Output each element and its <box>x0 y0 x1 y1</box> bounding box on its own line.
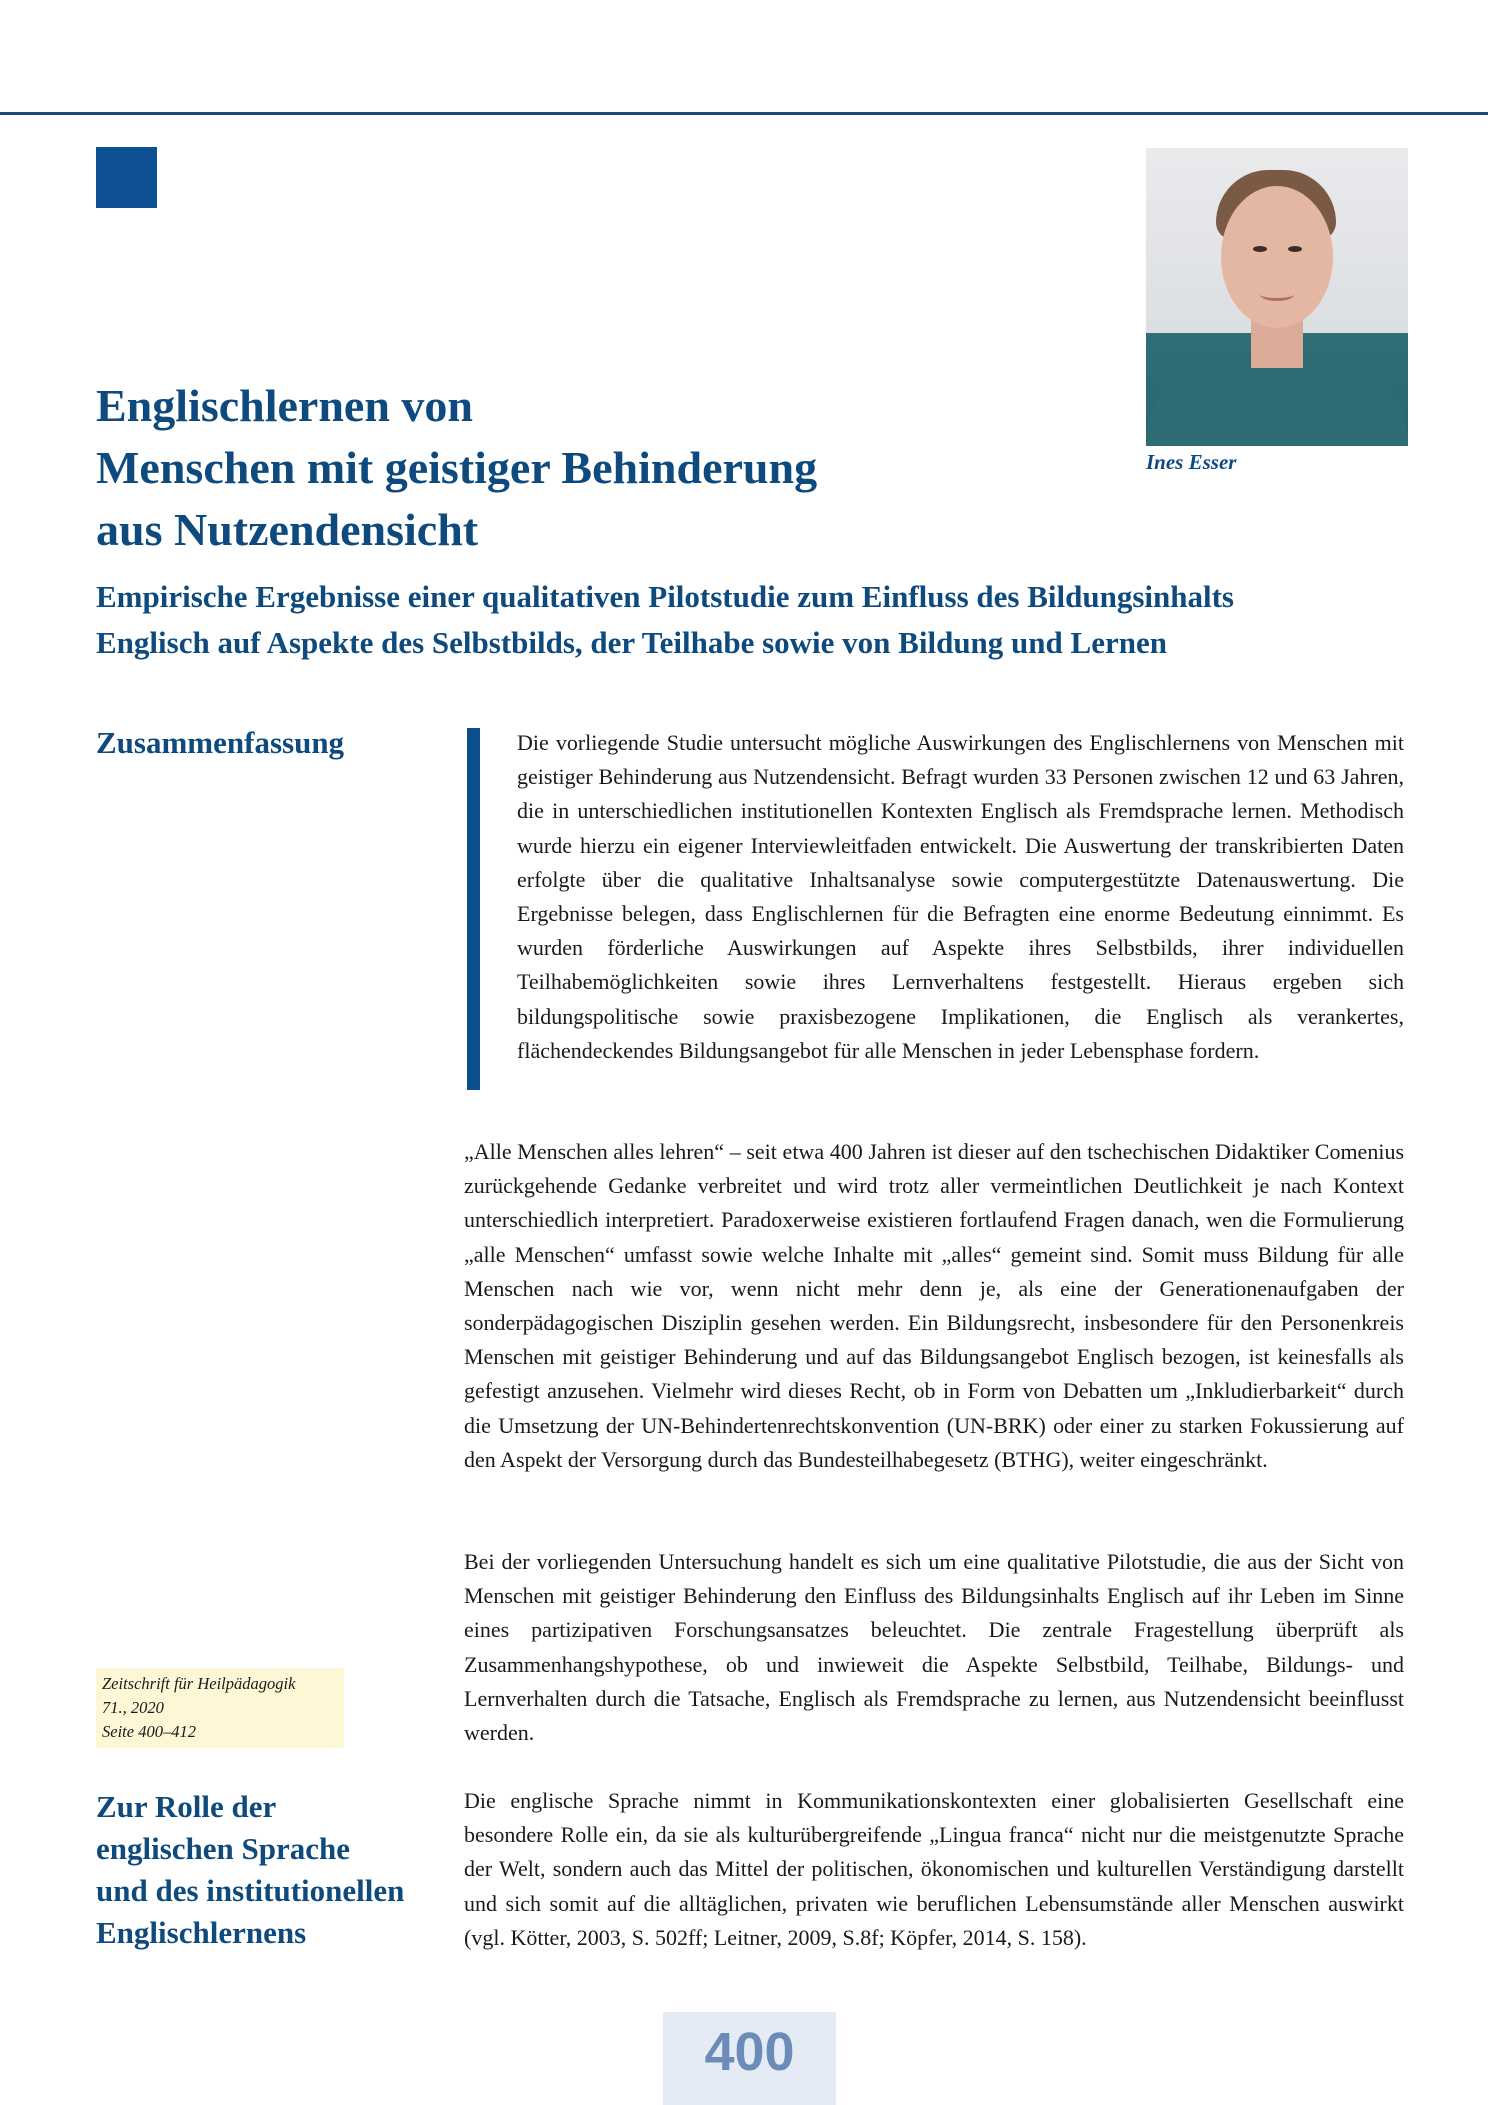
author-name: Ines Esser <box>1146 450 1237 474</box>
section-heading-line: Englischlernens <box>96 1915 307 1950</box>
title-line: Menschen mit geistiger Behinderung <box>96 442 818 493</box>
body-paragraph-1: „Alle Menschen alles lehren“ – seit etwa 400 Jahren ist dieser auf den tschechischen Didaktiker Comenius zurückgehende Gedanke verbreitet und wird trotz aller vermeintlichen Deutlichkeit je nach Kontext unterschiedlich interpretiert. Paradoxerweise existieren fortlaufend Fragen danach, wen die Formulierung „alle Menschen“ umfasst sowie welche Inhalte mit „alles“ gemeint sind. Somit muss Bildung für alle Menschen nach wie vor, wenn nicht mehr denn je, als eine der Generationenaufgaben der sonderpädagogischen Disziplin gesehen werden. Ein Bildungsrecht, insbesondere für den Personenkreis Menschen mit geistiger Behinderung und auf das Bildungsangebot Englisch bezogen, ist keinesfalls als gefestigt anzusehen. Vielmehr wird dieses Recht, ob in Form von Debatten um „Inkludierbarkeit“ durch die Umsetzung der UN-Behindertenrechtskonvention (UN-BRK) oder einer zu starken Fokussierung auf den Aspekt der Versorgung durch das Bundesteilhabegesetz (BTHG), weiter eingeschränkt. <box>464 1139 1404 1472</box>
article-subtitle <box>96 574 1416 666</box>
journal-pages: Seite 400–412 <box>102 1722 196 1741</box>
top-rule <box>0 112 1488 115</box>
article-title <box>96 375 1096 561</box>
title-line: aus Nutzendensicht <box>96 504 479 555</box>
abstract-text: Die vorliegende Studie untersucht mögliche Auswirkungen des Englischlernens von Menschen mit geistiger Behinderung aus Nutzendensicht. Befragt wurden 33 Personen zwischen 12 und 63 Jahren, die in unterschiedlichen institutionellen Kontexten Englisch als Fremdsprache lernen. Methodisch wurde hierzu ein eigener Interviewleitfaden entwickelt. Die Auswertung der transkribierten Daten erfolgte über die qualitative Inhaltsanalyse sowie computergestützte Datenauswertung. Die Ergebnisse belegen, dass Englischlernen für die Befragten eine enorme Bedeutung einnimmt. Es wurden förderliche Auswirkungen auf Aspekte ihres Selbstbilds, ihrer individuellen Teilhabemöglichkeiten sowie ihres Lernverhaltens festgestellt. Hieraus ergeben sich bildungspolitische sowie praxisbezogene Implikationen, die Englisch als verankertes, flächendeckendes Bildungsangebot für alle Menschen in jeder Lebensphase fordern. <box>517 730 1404 1063</box>
section-heading-line: Zur Rolle der <box>96 1789 277 1824</box>
summary-heading: Zusammenfassung <box>96 725 345 760</box>
subtitle-line: Englisch auf Aspekte des Selbstbilds, der Teilhabe sowie von Bildung und Lernen <box>96 625 1167 660</box>
section-heading-rolle <box>96 1786 404 1954</box>
subtitle-line: Empirische Ergebnisse einer qualitativen Pilotstudie zum Einfluss des Bildungsinhalts <box>96 579 1234 614</box>
journal-info-box <box>96 1668 344 1748</box>
body-paragraph-3: Die englische Sprache nimmt in Kommunikationskontexten einer globalisierten Gesellschaft eine besondere Rolle ein, da sie als kulturübergreifende „Lingua franca“ nicht nur die meistgenutzte Sprache der Welt, sondern auch das Mittel der politischen, ökonomischen und kulturellen Verständigung darstellt und sich somit auf die alltäglichen, privaten wie beruflichen Lebensumstände aller Menschen auswirkt (vgl. Kötter, 2003, S. 502ff; Leitner, 2009, S.8f; Köpfer, 2014, S. 158). <box>464 1788 1404 1950</box>
abstract-bar <box>467 728 480 1090</box>
page-number: 400 <box>663 2012 836 2105</box>
section-heading-line: und des institutionellen <box>96 1873 405 1908</box>
body-paragraph-2: Bei der vorliegenden Untersuchung handelt es sich um eine qualitative Pilotstudie, die aus der Sicht von Menschen mit geistiger Behinderung den Einfluss des Bildungsinhalts Englisch auf ihr Leben im Sinne eines partizipativen Forschungsansatzes beleuchtet. Die zentrale Fragestellung überprüft als Zusammenhangshypothese, ob und inwieweit die Aspekte Selbstbild, Teilhabe, Bildungs- und Lernverhalten durch die Tatsache, Englisch als Fremdsprache zu lernen, aus Nutzendensicht beeinflusst werden. <box>464 1549 1404 1746</box>
author-photo <box>1146 148 1408 446</box>
decorative-square <box>96 147 157 208</box>
section-heading-line: englischen Sprache <box>96 1831 351 1866</box>
journal-volume: 71., 2020 <box>102 1698 164 1717</box>
title-line: Englischlernen von <box>96 380 474 431</box>
journal-name: Zeitschrift für Heilpädagogik <box>102 1674 296 1693</box>
